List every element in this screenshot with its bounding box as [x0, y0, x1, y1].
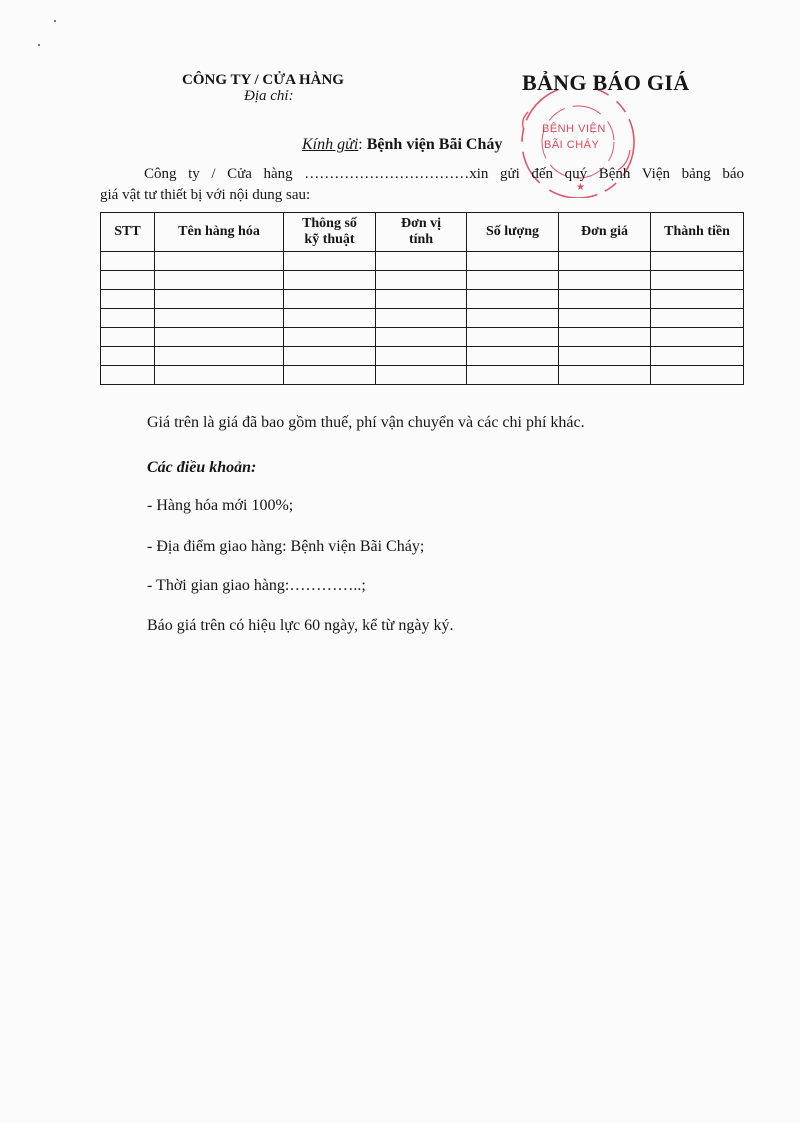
column-header-text: Đơn vị: [400, 216, 442, 231]
table-cell[interactable]: [101, 252, 155, 271]
table-cell[interactable]: [284, 252, 376, 271]
document-title: BẢNG BÁO GIÁ: [522, 70, 690, 95]
table-cell[interactable]: [376, 271, 467, 290]
terms-title: Các điều khoản:: [147, 459, 257, 476]
column-header: [651, 213, 744, 252]
intro-line-2: giá vật tư thiết bị với nội dung sau:: [100, 187, 311, 203]
table-row: [101, 309, 744, 328]
table-cell[interactable]: [559, 271, 651, 290]
table-cell[interactable]: [101, 366, 155, 385]
column-header-text: Tên hàng hóa: [178, 224, 260, 239]
table-cell[interactable]: [101, 271, 155, 290]
table-cell[interactable]: [155, 309, 284, 328]
recipient-name: Bệnh viện Bãi Cháy: [366, 136, 503, 153]
table-cell[interactable]: [376, 309, 467, 328]
table-row: [101, 366, 744, 385]
column-header-text: Thông số: [302, 216, 357, 231]
intro-line-1: Công ty / Cửa hàng ……………………………xin gửi đến quý Bệnh Viện bảng báo: [144, 166, 744, 182]
term-delivery-location: - Địa điểm giao hàng: Bệnh viện Bãi Cháy;: [147, 538, 425, 555]
table-cell[interactable]: [559, 309, 651, 328]
column-header-text: Số lượng: [485, 224, 540, 239]
column-header-text: Đơn giá: [580, 224, 629, 239]
table-cell[interactable]: [155, 328, 284, 347]
table-cell[interactable]: [284, 309, 376, 328]
column-header: [155, 213, 284, 252]
table-cell[interactable]: [651, 309, 744, 328]
table-cell[interactable]: [101, 347, 155, 366]
table-row: [101, 328, 744, 347]
term-delivery-time: - Thời gian giao hàng:…………..;: [147, 577, 366, 594]
table-cell[interactable]: [376, 366, 467, 385]
recipient-line: [302, 136, 502, 154]
table-cell[interactable]: [284, 347, 376, 366]
scan-speck: [54, 20, 56, 22]
column-header: [559, 213, 651, 252]
table-cell[interactable]: [651, 252, 744, 271]
price-note: Giá trên là giá đã bao gồm thuế, phí vận chuyển và các chi phí khác.: [147, 414, 585, 431]
recipient-prefix: Kính gửi: [302, 136, 359, 153]
table-cell[interactable]: [101, 290, 155, 309]
table-cell[interactable]: [284, 271, 376, 290]
table-cell[interactable]: [651, 347, 744, 366]
column-header-text: kỹ thuật: [304, 232, 355, 247]
validity-statement: Báo giá trên có hiệu lực 60 ngày, kể từ ngày ký.: [147, 617, 454, 634]
stamp-star-icon: ★: [576, 182, 585, 193]
quote-table: [100, 212, 744, 385]
table-cell[interactable]: [467, 366, 559, 385]
table-cell[interactable]: [467, 271, 559, 290]
table-cell[interactable]: [559, 252, 651, 271]
company-name: CÔNG TY / CỬA HÀNG: [182, 72, 344, 88]
table-cell[interactable]: [376, 252, 467, 271]
table-row: [101, 271, 744, 290]
table-cell[interactable]: [155, 366, 284, 385]
table-cell[interactable]: [101, 328, 155, 347]
table-cell[interactable]: [101, 309, 155, 328]
table-cell[interactable]: [376, 347, 467, 366]
table-cell[interactable]: [559, 366, 651, 385]
address-label: Địa chỉ:: [244, 88, 294, 104]
intro-paragraph: [100, 164, 744, 206]
table-cell[interactable]: [467, 252, 559, 271]
column-header: [467, 213, 559, 252]
stamp-line-2: BÃI CHÁY: [544, 139, 600, 151]
table-cell[interactable]: [559, 290, 651, 309]
table-cell[interactable]: [284, 366, 376, 385]
table-cell[interactable]: [559, 328, 651, 347]
table-cell[interactable]: [559, 347, 651, 366]
table-body: [101, 252, 744, 385]
table-cell[interactable]: [467, 328, 559, 347]
scan-speck: [38, 44, 40, 46]
table-cell[interactable]: [284, 328, 376, 347]
column-header-text: Thành tiền: [664, 224, 730, 239]
table-cell[interactable]: [284, 290, 376, 309]
stamp-line-1: BỆNH VIỆN: [542, 123, 606, 135]
column-header: [101, 213, 155, 252]
table-cell[interactable]: [155, 252, 284, 271]
table-header-row: [101, 213, 744, 252]
table-cell[interactable]: [651, 366, 744, 385]
table-row: [101, 347, 744, 366]
table-cell[interactable]: [376, 328, 467, 347]
column-header-text: tính: [408, 232, 434, 247]
table-cell[interactable]: [155, 347, 284, 366]
recipient-separator: :: [358, 136, 367, 153]
table-cell[interactable]: [155, 290, 284, 309]
table-cell[interactable]: [376, 290, 467, 309]
table-cell[interactable]: [467, 290, 559, 309]
column-header: [376, 213, 467, 252]
term-new-goods: - Hàng hóa mới 100%;: [147, 497, 294, 514]
column-header: [284, 213, 376, 252]
table-row: [101, 290, 744, 309]
table-row: [101, 252, 744, 271]
table-cell[interactable]: [651, 328, 744, 347]
table-cell[interactable]: [467, 309, 559, 328]
table-cell[interactable]: [467, 347, 559, 366]
table-cell[interactable]: [651, 290, 744, 309]
table-cell[interactable]: [155, 271, 284, 290]
table-cell[interactable]: [651, 271, 744, 290]
column-header-text: STT: [114, 224, 141, 239]
